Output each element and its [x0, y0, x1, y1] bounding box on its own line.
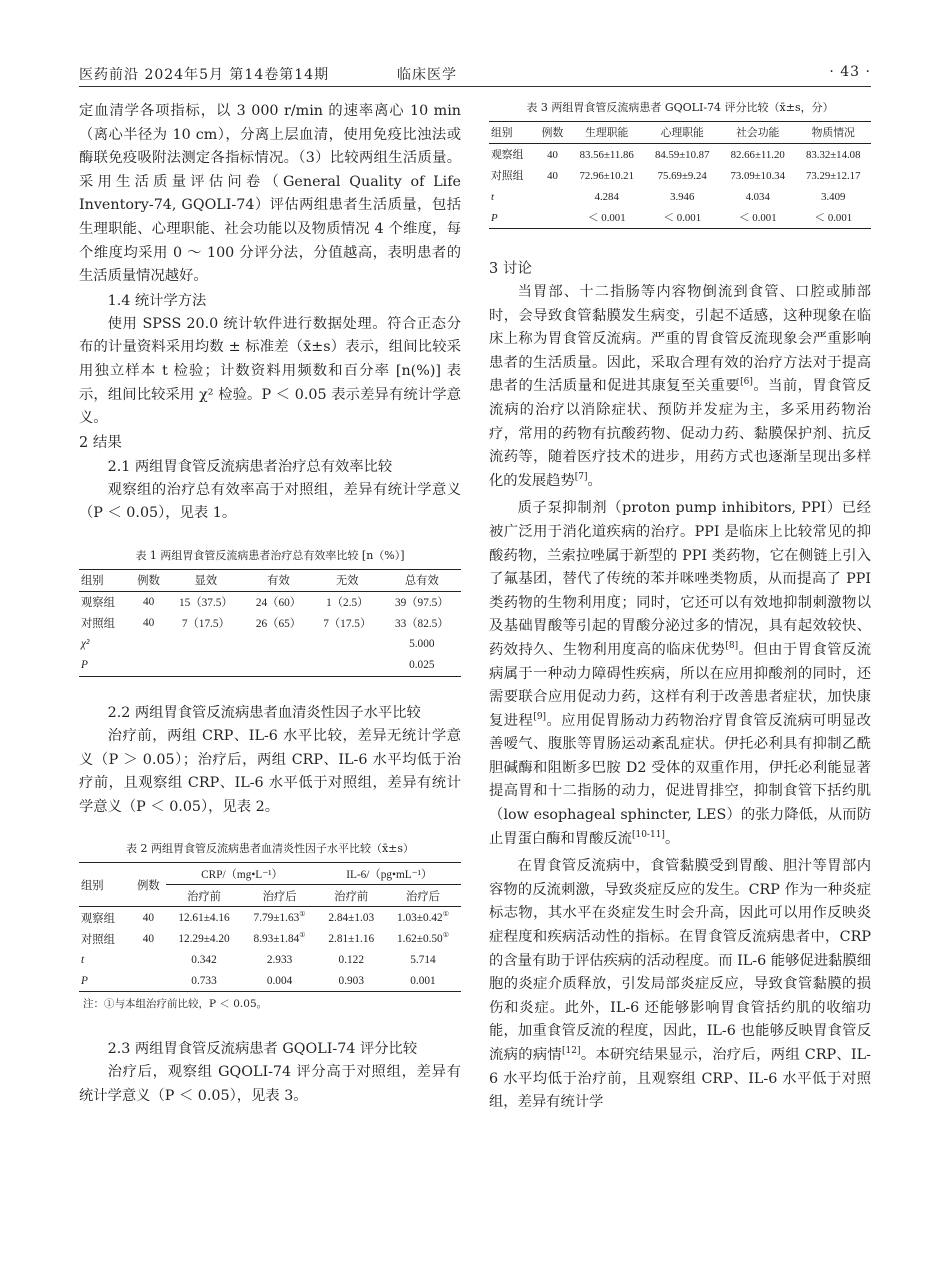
table2-header: IL-6/（pg•mL⁻¹） — [318, 863, 461, 885]
table-cell: 3.409 — [821, 190, 846, 203]
table1-header: 组别 — [79, 569, 131, 591]
text-run: 。本研究结果显示，治疗后，两组 CRP、IL-6 水平均低于治疗前，且观察组 CRP、IL-6 水平低于对照组，差异有统计学 — [489, 1047, 872, 1111]
citation: [7] — [574, 471, 588, 482]
table-cell: 观察组 — [81, 912, 115, 925]
table-cell — [130, 970, 166, 992]
table-cell: ＜ 0.001 — [720, 207, 796, 229]
table-row — [79, 655, 461, 677]
table3-caption: 表 3 两组胃食管反流病患者 GQOLI-74 评分比较（x̄±s，分） — [526, 101, 834, 114]
table-cell: 对照组 — [81, 618, 115, 631]
citation: [12] — [562, 1046, 581, 1057]
table-cell: 0.903 — [318, 970, 385, 992]
text-run: 在胃食管反流病中，食管黏膜受到胃酸、胆汁等胃部内容物的反流刺激，导致炎症反应的发生。CRP 作为一种炎症标志物，其水平在炎症发生时会升高，因此可以用作反映炎症程度和疾病活动性的指标。在胃食管反流病患者中，CRP 的含量有助于评估疾病的活动程度。而 IL-6 能够促进黏膜细胞的炎症介质释放，引发局部炎症反应，导致食管黏膜的损伤和炎症。此外，IL-6 还能够影响胃食管括约肌的收缩功能，加重食管反流的程度，因此，IL-6 也能够反映胃食管反流病的病情 — [489, 858, 871, 1063]
table-cell — [242, 907, 318, 929]
table-row — [79, 591, 461, 613]
table3-header: 例数 — [536, 122, 569, 144]
table-cell: 1（2.5） — [326, 597, 369, 610]
table-row — [79, 949, 461, 970]
table-cell: 40 — [547, 148, 558, 161]
table-cell: 84.59±10.87 — [654, 148, 710, 161]
table-cell: 0.004 — [242, 970, 318, 992]
table2-header: 治疗前 — [318, 885, 385, 907]
running-header — [79, 60, 871, 87]
table2 — [79, 862, 461, 992]
table-row — [489, 207, 871, 229]
table-row — [79, 907, 461, 929]
table-cell: ＜ 0.001 — [644, 207, 720, 229]
table1-header: 例数 — [131, 569, 167, 591]
table-cell: ＜ 0.001 — [795, 207, 871, 229]
text-run: 。 — [587, 472, 602, 489]
table-cell: 0.733 — [166, 970, 241, 992]
table-cell: 73.29±12.17 — [805, 169, 861, 182]
discussion-paragraph-2 — [489, 497, 871, 851]
table-cell: 7（17.5） — [181, 618, 230, 631]
table1-header: 无效 — [312, 569, 383, 591]
table-cell — [536, 207, 569, 229]
table-cell: 72.96±10.21 — [579, 169, 634, 182]
footnote-mark: ① — [299, 910, 306, 919]
table2-header: 治疗后 — [242, 885, 318, 907]
table1-header: 有效 — [245, 569, 312, 591]
table-cell — [167, 655, 245, 677]
table-cell: 对照组 — [491, 170, 524, 182]
section-2-3-heading: 2.3 两组胃食管反流病患者 GQOLI-74 评分比较 — [107, 1041, 418, 1058]
table2-header: 治疗后 — [385, 885, 461, 907]
table-cell: 对照组 — [81, 933, 115, 946]
table-cell: 40 — [142, 911, 155, 924]
footnote-mark: ① — [442, 931, 449, 940]
table2-header: 组别 — [79, 863, 130, 907]
table-cell: t — [491, 190, 494, 203]
table-cell: 12.61±4.16 — [178, 911, 230, 924]
table-cell — [131, 634, 167, 655]
table-cell: 4.284 — [594, 190, 619, 203]
table-cell: 40 — [547, 169, 558, 182]
table3-header: 社会功能 — [720, 122, 796, 144]
table-cell: 75.69±9.24 — [657, 169, 707, 182]
cell-value: 1.62±0.50 — [396, 932, 443, 945]
table3-header: 心理职能 — [644, 122, 720, 144]
table2-caption: 表 2 两组胃食管反流病患者血清炎性因子水平比较（x̄±s） — [125, 842, 415, 856]
table-cell — [245, 655, 312, 677]
table1 — [79, 569, 461, 677]
table-cell: 2.84±1.03 — [328, 911, 375, 924]
table-cell: 0.025 — [383, 655, 461, 677]
journal-info: 医药前沿 2024年5月 第14卷第14期 — [79, 67, 330, 83]
table-cell — [130, 949, 166, 970]
section-2-1-heading: 2.1 两组胃食管反流病患者治疗总有效率比较 — [107, 458, 393, 475]
page-number: · 43 · — [829, 64, 871, 80]
table-cell: P — [79, 970, 130, 992]
table-cell: P — [489, 207, 536, 229]
table-cell: ＜ 0.001 — [569, 207, 645, 229]
citation: [9] — [533, 711, 547, 722]
cell-value: 8.93±1.84 — [253, 932, 300, 945]
table-row — [489, 186, 871, 207]
table-cell: 观察组 — [491, 149, 524, 161]
table-cell: 5.000 — [409, 638, 435, 651]
table-row — [489, 165, 871, 186]
table-cell: 39（97.5） — [394, 597, 449, 610]
table-cell — [536, 186, 569, 207]
text-run: 当胃部、十二指肠等内容物倒流到食管、口腔或肺部时，会导致食管黏膜发生病变，引起不适感，这种现象在临床上称为胃食管反流病。严重的胃食管反流现象会严重影响患者的生活质量。因此，采取合理有效的治疗方法对于提高患者的生活质量和促进其康复至关重要 — [489, 284, 871, 395]
result-2-1-paragraph: 观察组的治疗总有效率高于对照组，差异有统计学意义（P ＜ 0.05），见表 1。 — [79, 481, 461, 522]
table-cell: 2.81±1.16 — [328, 932, 375, 945]
table-cell: 0.342 — [191, 953, 217, 966]
right-column — [489, 100, 871, 1115]
table-cell — [312, 655, 383, 677]
result-2-3-paragraph: 治疗后，观察组 GQOLI-74 评分高于对照组，差异有统计学意义（P ＜ 0.05），见表 3。 — [79, 1064, 461, 1104]
table3-header: 组别 — [489, 122, 536, 144]
citation: [8] — [725, 641, 739, 652]
footnote-mark: ① — [299, 931, 306, 940]
text-run: 质子泵抑制剂（proton pump inhibitors, PPI）已经被广泛用于消化道疾病的治疗。PPI 是临床上比较常见的抑酸药物，兰索拉唑属于新型的 PPI 类药物，它在侧链上引入了氟基团，替代了传统的苯并咪唑类物质，从而提高了 PPI 类药物的生物利用度；同时，它还可以有效地抑制刺激物以及基础胃酸等引起的胃酸分泌过多的情况，具有起效较快、药效持久、生物利用度高的临床优势 — [489, 500, 871, 658]
table2-header: 例数 — [130, 863, 166, 907]
citation: [6] — [740, 377, 753, 388]
table-cell: 4.034 — [745, 190, 770, 203]
table-cell: 40 — [142, 932, 155, 945]
table-row — [79, 928, 461, 949]
left-column — [79, 100, 461, 1108]
table-cell: 5.714 — [410, 953, 436, 966]
table-cell: 3.946 — [670, 190, 695, 203]
table-cell: 7（17.5） — [323, 618, 372, 631]
table-cell: 33（82.5） — [394, 618, 449, 631]
statistics-paragraph: 使用 SPSS 20.0 统计软件进行数据处理。符合正态分布的计量资料采用均数 ± 标准差（x̄±s）表示，组间比较采用独立样本 t 检验；计数资料用频数和百分率 [n(%)] 表示，组间比较采用 χ² 检验。P ＜ 0.05 表示差异有统计学意义。 — [79, 315, 461, 427]
table-cell: 83.56±11.86 — [579, 148, 634, 161]
table-cell: 83.32±14.08 — [805, 148, 861, 161]
table-cell: χ² — [81, 638, 90, 651]
table-cell: 0.122 — [338, 953, 364, 966]
section-2-2-heading: 2.2 两组胃食管反流病患者血清炎性因子水平比较 — [107, 704, 421, 721]
table3-header: 生理职能 — [569, 122, 645, 144]
table-cell — [312, 634, 383, 655]
text-run: 。当前，胃食管反流病的治疗以消除症状、预防并发症为主，多采用药物治疗，常用的药物有抗酸药物、促动力药、黏膜保护剂、抗反流药等，随着医疗技术的进步，用药方式也逐渐呈现出多样化的发展趋势 — [489, 378, 872, 489]
table-cell — [167, 634, 245, 655]
discussion-paragraph-1 — [489, 281, 871, 493]
text-run: 。但由于胃食管反流病属于一种动力障碍性疾病，所以在应用抑酸剂的同时，还需要联合应用促动力药，这样有利于改善患者症状，加快康复进程 — [489, 641, 872, 729]
table-cell: 40 — [142, 596, 155, 609]
table-cell: P — [79, 655, 131, 677]
table-cell — [385, 907, 461, 929]
citation: [10-11] — [631, 829, 665, 840]
text-run: 。应用促胃肠动力药物治疗胃食管反流病可明显改善嗳气、腹胀等胃肠运动紊乱症状。伊托必利具有抑制乙酰胆碱酶和阻断多巴胺 D2 受体的双重作用，伊托必利能显著提高胃和十二指肠的动力，促进胃排空，抑制食管下括约肌（low esophageal sphincter, LES）的张力降低，从而防止胃蛋白酶和胃酸反流 — [489, 712, 872, 847]
table3 — [489, 121, 871, 229]
cell-value: 1.03±0.42 — [396, 911, 443, 924]
table-cell — [385, 928, 461, 949]
table1-header: 显效 — [167, 569, 245, 591]
discussion-heading: 3 讨论 — [489, 261, 532, 277]
table-cell: 观察组 — [81, 597, 115, 610]
table-cell: 40 — [142, 617, 155, 630]
section-1-4-heading: 1.4 统计学方法 — [107, 292, 207, 309]
table-cell: 2.933 — [266, 953, 293, 966]
text-run: 。 — [664, 830, 680, 847]
table-cell: 0.001 — [385, 970, 461, 992]
table-cell: 24（60） — [255, 597, 302, 610]
table3-header: 物质情况 — [795, 122, 871, 144]
discussion-paragraph-3 — [489, 855, 871, 1115]
table-cell: 26（65） — [255, 618, 302, 631]
table-cell — [131, 655, 167, 677]
table2-header: CRP/（mg•L⁻¹） — [166, 863, 317, 885]
table-cell: 73.09±10.34 — [730, 169, 785, 182]
table1-caption: 表 1 两组胃食管反流病患者治疗总有效率比较 [n（%）] — [135, 548, 405, 562]
table-cell — [245, 634, 312, 655]
table2-note: 注：①与本组治疗前比较，P ＜ 0.05。 — [83, 998, 268, 1011]
table1-header: 总有效 — [383, 569, 461, 591]
methods-paragraph: 定血清学各项指标，以 3 000 r/min 的速率离心 10 min（离心半径为 10 cm），分离上层血清，使用免疫比浊法或酶联免疫吸附法测定各指标情况。（3）比较两组生活质量。采用生活质量评估问卷（General Quality of Life Inventory-74, GQOLI-74）评估两组患者生活质量，包括生理职能、心理职能、社会功能以及物质情况 4 个维度，每个维度均采用 0 ～ 100 分评分法，分值越高，表明患者的生活质量情况越好。 — [79, 103, 461, 285]
footnote-mark: ① — [442, 910, 449, 919]
table-cell: 12.29±4.20 — [178, 932, 230, 945]
section-name: 临床医学 — [397, 67, 457, 83]
table-cell — [242, 928, 318, 949]
table-row — [79, 613, 461, 634]
cell-value: 7.79±1.63 — [253, 911, 300, 924]
table-row — [79, 634, 461, 655]
table-cell: 82.66±11.20 — [730, 148, 785, 161]
table2-header: 治疗前 — [166, 885, 241, 907]
table-cell: t — [81, 953, 85, 966]
result-2-2-paragraph: 治疗前，两组 CRP、IL-6 水平比较，差异无统计学意义（P ＞ 0.05）；治疗后，两组 CRP、IL-6 水平均低于治疗前，且观察组 CRP、IL-6 水平低于对照组，差异有统计学意义（P ＜ 0.05），见表 2。 — [79, 727, 461, 815]
table-cell: 15（37.5） — [179, 597, 233, 610]
table-row — [489, 144, 871, 166]
results-heading: 2 结果 — [79, 434, 122, 451]
table-row — [79, 970, 461, 992]
